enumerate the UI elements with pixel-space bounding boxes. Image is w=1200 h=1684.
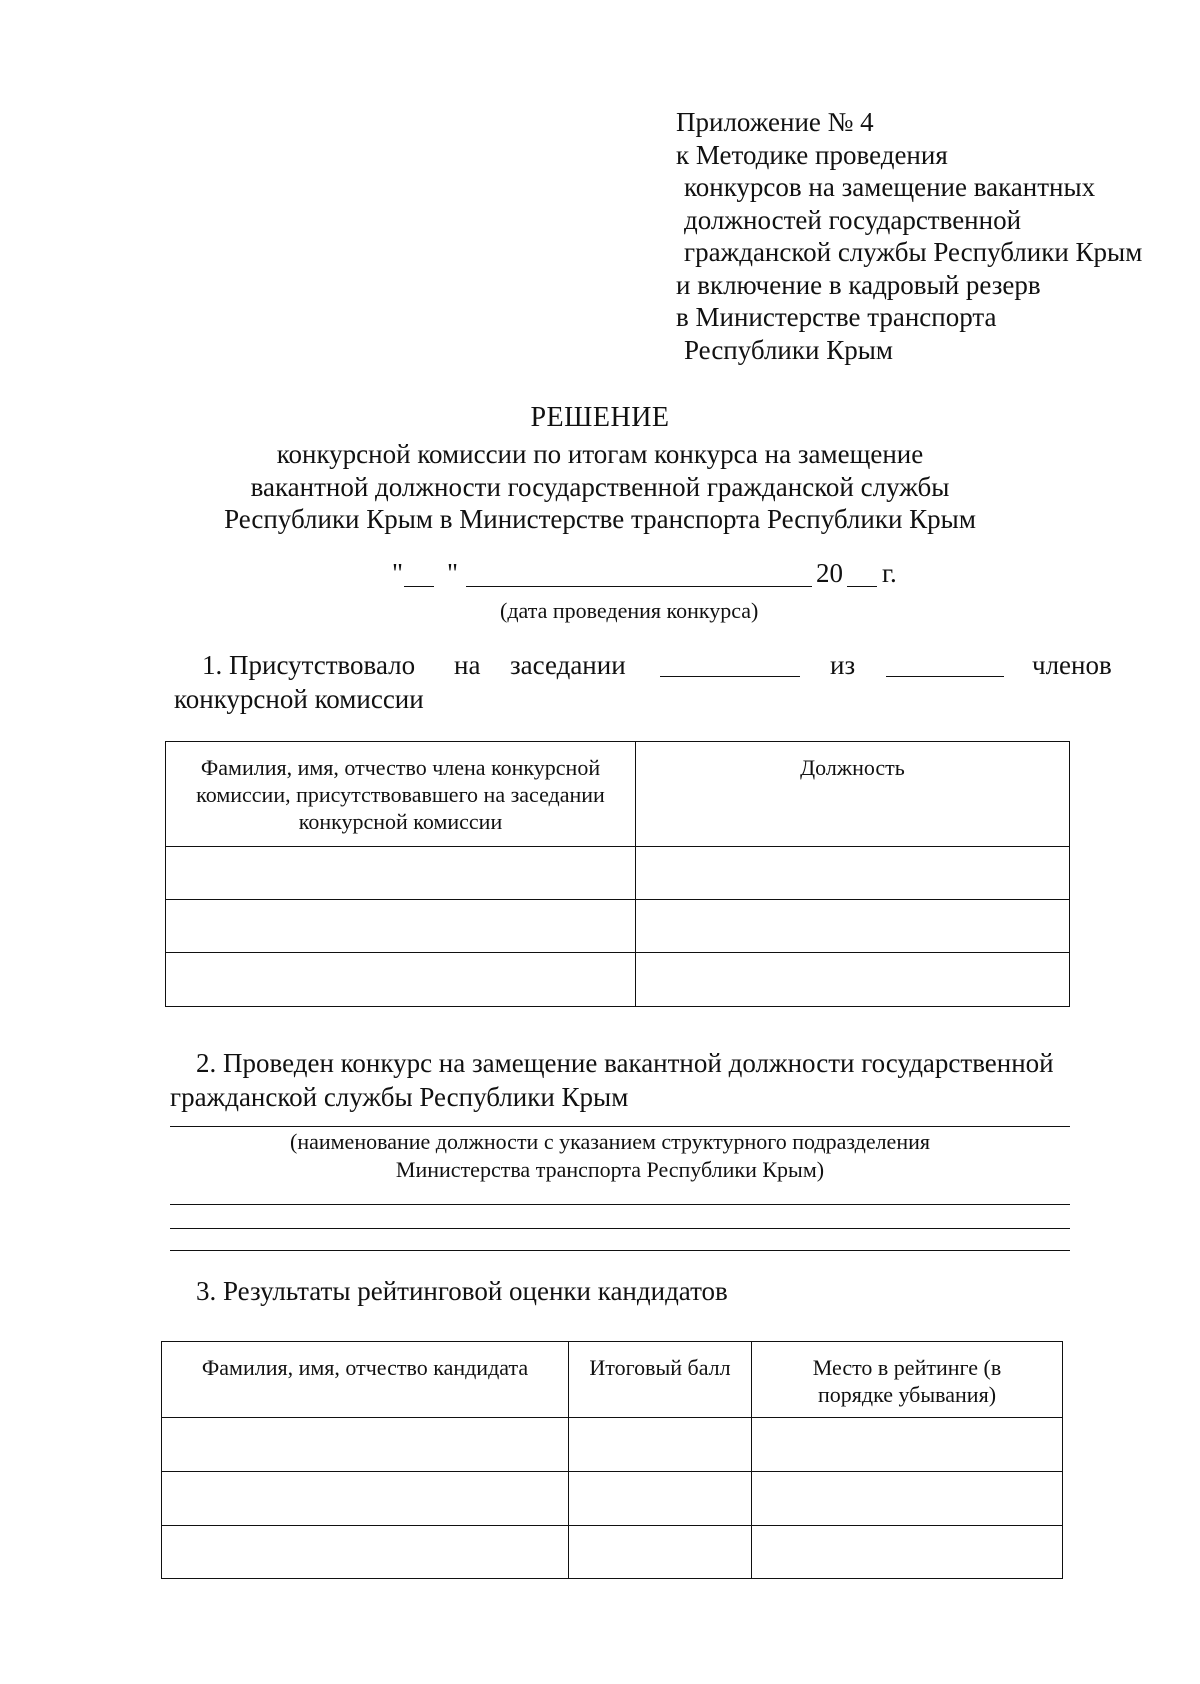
position-caption-line: Министерства транспорта Республики Крым): [395, 1157, 825, 1182]
appendix-line: должностей государственной: [684, 204, 1022, 235]
appendix-line: и включение в кадровый резерв: [676, 269, 1041, 300]
appendix-line: Приложение № 4: [676, 107, 874, 137]
table-cell[interactable]: [162, 1472, 569, 1526]
position-caption-line: (наименование должности с указанием структурного подразделения: [290, 1129, 930, 1154]
table-header-row: [162, 1342, 1063, 1418]
present-count-blank[interactable]: [660, 676, 800, 677]
table-header-cell: Должность: [636, 742, 1070, 847]
section-1-word: на: [454, 650, 481, 680]
commission-members-table: [165, 741, 1070, 1007]
table-row: [162, 1526, 1063, 1579]
table-header-cell: Фамилия, имя, отчество члена конкурсной комиссии, присутствовавшего на заседании конкурсной комиссии: [166, 742, 636, 847]
section-2: [170, 1046, 1110, 1114]
date-caption: (дата проведения конкурса): [500, 598, 759, 623]
subtitle-line: Республики Крым в Министерстве транспорта Республики Крым: [224, 504, 976, 534]
table-row: [166, 900, 1070, 953]
position-caption: [200, 1128, 1020, 1184]
table-cell[interactable]: [166, 847, 636, 900]
subtitle-line: конкурсной комиссии по итогам конкурса на замещение: [276, 439, 924, 469]
document-subtitle: [200, 438, 1000, 536]
table-cell[interactable]: [166, 900, 636, 953]
appendix-line: в Министерстве транспорта: [676, 302, 997, 332]
table-cell[interactable]: [162, 1418, 569, 1472]
month-blank[interactable]: [466, 586, 812, 587]
appendix-line: к Методике проведения: [676, 139, 948, 170]
position-name-blank[interactable]: [170, 1228, 1070, 1229]
section-1-line-2: [172, 682, 1112, 716]
subtitle-line: вакантной должности государственной гражданской службы: [250, 471, 950, 502]
table-cell[interactable]: [569, 1472, 752, 1526]
table-cell[interactable]: [752, 1526, 1063, 1579]
table-cell[interactable]: [166, 953, 636, 1007]
section-2-line-1: 2. Проведен конкурс на замещение вакантной должности государственной: [196, 1048, 1054, 1078]
section-1-word: 1. Присутствовало: [202, 650, 416, 680]
position-name-blank[interactable]: [170, 1126, 1070, 1127]
table-row: [166, 847, 1070, 900]
total-count-blank[interactable]: [886, 676, 1004, 677]
year-suffix: г.: [882, 558, 897, 588]
table-row: [166, 953, 1070, 1007]
date-quote-open: ": [392, 558, 404, 588]
table-row: [162, 1418, 1063, 1472]
section-1: [172, 648, 1112, 716]
table-cell[interactable]: [162, 1526, 569, 1579]
section-1-word: заседании: [510, 650, 626, 680]
section-1-word: членов: [1032, 650, 1112, 680]
table-header-cell: Итоговый балл: [569, 1342, 752, 1418]
appendix-line: Республики Крым: [684, 334, 893, 365]
date-quote-close: ": [447, 558, 459, 588]
table-cell[interactable]: [636, 953, 1070, 1007]
section-1-line-1: [172, 648, 1112, 682]
section-2-line-2: гражданской службы Республики Крым: [170, 1082, 629, 1112]
section-1-line-2-text: конкурсной комиссии: [174, 684, 424, 714]
year-blank[interactable]: [847, 586, 877, 587]
position-name-blank[interactable]: [170, 1204, 1070, 1205]
table-cell[interactable]: [569, 1418, 752, 1472]
section-3-heading: 3. Результаты рейтинговой оценки кандидатов: [196, 1276, 728, 1306]
table-header-cell: Фамилия, имя, отчество кандидата: [162, 1342, 569, 1418]
table-cell[interactable]: [569, 1526, 752, 1579]
appendix-line: гражданской службы Республики Крым: [684, 237, 1143, 267]
section-1-word: из: [830, 650, 856, 680]
appendix-header: [676, 106, 1142, 366]
document-title: РЕШЕНИЕ: [530, 402, 670, 433]
year-prefix: 20: [816, 558, 843, 588]
table-cell[interactable]: [636, 900, 1070, 953]
table-row: [162, 1472, 1063, 1526]
day-blank[interactable]: [404, 586, 434, 587]
table-header-row: [166, 742, 1070, 847]
candidate-ratings-table: [161, 1341, 1063, 1579]
table-cell[interactable]: [752, 1418, 1063, 1472]
table-header-cell: Место в рейтинге (в порядке убывания): [752, 1342, 1063, 1418]
table-cell[interactable]: [752, 1472, 1063, 1526]
position-name-blank[interactable]: [170, 1250, 1070, 1251]
appendix-line: конкурсов на замещение вакантных: [684, 172, 1096, 202]
table-cell[interactable]: [636, 847, 1070, 900]
